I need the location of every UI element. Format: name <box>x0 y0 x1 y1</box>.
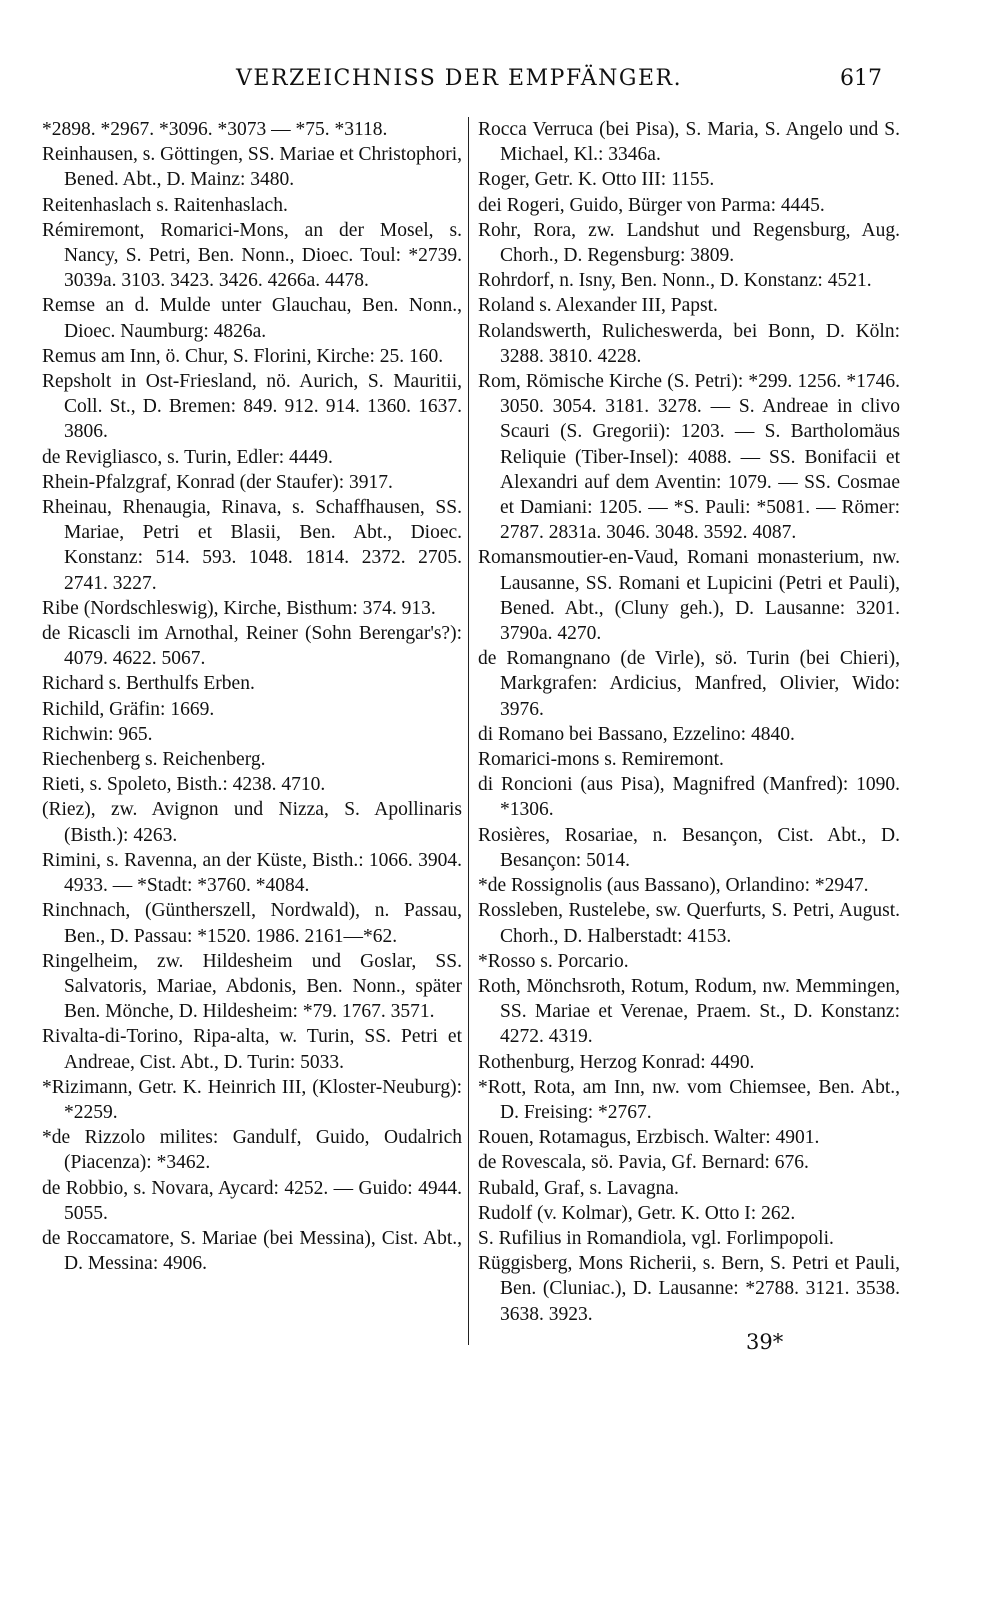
index-entry: Reitenhaslach s. Raitenhaslach. <box>42 194 288 216</box>
index-entry: Richwin: 965. <box>42 723 153 745</box>
index-entry: Rohrdorf, n. Isny, Ben. Nonn., D. Konstanz: 4521. <box>478 270 872 292</box>
index-entry: Romansmoutier-en-Vaud, Romani monasterium, nw. Lausanne, SS. Romani et Lupicini (Petri et Pauli), Bened. Abt., (Cluny geh.), D. Lausanne: 3201. 3790a. 4270. <box>478 547 900 645</box>
index-entry: Reinhausen, s. Göttingen, SS. Mariae et Christophori, Bened. Abt., D. Mainz: 3480. <box>42 144 462 191</box>
index-entry: Ribe (Nordschleswig), Kirche, Bisthum: 374. 913. <box>42 597 436 619</box>
index-entry: Remse an d. Mulde unter Glauchau, Ben. Nonn., Dioec. Naumburg: 4826a. <box>42 295 462 342</box>
index-entry: Rüggisberg, Mons Richerii, s. Bern, S. Petri et Pauli, Ben. (Cluniac.), D. Lausanne: *2788. 3121. 3538. 3638. 3923. <box>478 1253 900 1325</box>
index-entry: Remus am Inn, ö. Chur, S. Florini, Kirche: 25. 160. <box>42 345 444 367</box>
index-entry: de Robbio, s. Novara, Aycard: 4252. — Guido: 4944. 5055. <box>42 1177 462 1224</box>
index-entry: de Roccamatore, S. Mariae (bei Messina), Cist. Abt., D. Messina: 4906. <box>42 1227 462 1275</box>
index-entry: Rieti, s. Spoleto, Bisth.: 4238. 4710. <box>42 774 326 796</box>
left-column <box>42 117 462 1276</box>
index-entry: *Rott, Rota, am Inn, nw. vom Chiemsee, Ben. Abt., D. Freising: *2767. <box>478 1076 900 1123</box>
index-entry: *Rizimann, Getr. K. Heinrich III, (Kloster-Neuburg): *2259. <box>42 1076 462 1123</box>
index-entry: *Rosso s. Porcario. <box>478 950 629 972</box>
index-entry: Rothenburg, Herzog Konrad: 4490. <box>478 1051 755 1073</box>
index-entry: Rémiremont, Romarici-Mons, an der Mosel, s. Nancy, S. Petri, Ben. Nonn., Dioec. Toul: *2739. 3039a. 3103. 3423. 3426. 4266a. 4478. <box>42 219 462 292</box>
index-entry: de Romangnano (de Virle), sö. Turin (bei Chieri), Markgrafen: Ardicius, Manfred, Olivier, Wido: 3976. <box>478 648 900 720</box>
right-column <box>478 117 900 1327</box>
index-entry: de Revigliasco, s. Turin, Edler: 4449. <box>42 446 333 468</box>
index-entry: Rossleben, Rustelebe, sw. Querfurts, S. Petri, August. Chorh., D. Halberstadt: 4153. <box>478 900 900 947</box>
index-entry: Roth, Mönchsroth, Rotum, Rodum, nw. Memmingen, SS. Mariae et Verenae, Praem. St., D. Konstanz: 4272. 4319. <box>478 975 900 1048</box>
signature-mark: 39* <box>746 1330 784 1354</box>
column-divider <box>468 117 469 1345</box>
index-entry: dei Rogeri, Guido, Bürger von Parma: 4445. <box>478 194 825 216</box>
index-entry: Roger, Getr. K. Otto III: 1155. <box>478 169 715 191</box>
index-entry: Rinchnach, (Güntherszell, Nordwald), n. Passau, Ben., D. Passau: *1520. 1986. 2161—*62. <box>42 900 462 947</box>
index-entry: (Riez), zw. Avignon und Nizza, S. Apollinaris (Bisth.): 4263. <box>42 799 462 846</box>
index-entry: di Roncioni (aus Pisa), Magnifred (Manfred): 1090. *1306. <box>478 774 900 821</box>
index-entry: Rivalta-di-Torino, Ripa-alta, w. Turin, SS. Petri et Andreae, Cist. Abt., D. Turin: 5033. <box>42 1026 462 1073</box>
index-entry: Ringelheim, zw. Hildesheim und Goslar, SS. Salvatoris, Mariae, Abdonis, Ben. Nonn., später Ben. Mönche, D. Hildesheim: *79. 1767. 3571. <box>42 950 462 1023</box>
index-entry: Rudolf (v. Kolmar), Getr. K. Otto I: 262. <box>478 1202 796 1224</box>
index-entry: Richard s. Berthulfs Erben. <box>42 673 255 695</box>
index-entry: *2898. *2967. *3096. *3073 — *75. *3118. <box>42 119 388 140</box>
index-entry: S. Rufilius in Romandiola, vgl. Forlimpopoli. <box>478 1227 834 1249</box>
index-entry: Rohr, Rora, zw. Landshut und Regensburg, Aug. Chorh., D. Regensburg: 3809. <box>478 219 900 267</box>
index-entry: Roland s. Alexander III, Papst. <box>478 295 718 317</box>
index-entry: *de Rossignolis (aus Bassano), Orlandino: *2947. <box>478 875 869 897</box>
index-entry: Rhein-Pfalzgraf, Konrad (der Staufer): 3917. <box>42 471 393 493</box>
index-entry: Richild, Gräfin: 1669. <box>42 698 215 720</box>
index-entry: de Ricascli im Arnothal, Reiner (Sohn Berengar's?): 4079. 4622. 5067. <box>42 623 462 670</box>
index-entry: Rocca Verruca (bei Pisa), S. Maria, S. Angelo und S. Michael, Kl.: 3346a. <box>478 119 900 166</box>
page-number: 617 <box>840 66 882 91</box>
index-entry: Riechenberg s. Reichenberg. <box>42 749 266 771</box>
index-entry: Rimini, s. Ravenna, an der Küste, Bisth.: 1066. 3904. 4933. — *Stadt: *3760. *4084. <box>42 849 462 897</box>
index-entry: Repsholt in Ost-Friesland, nö. Aurich, S. Mauritii, Coll. St., D. Bremen: 849. 912. 914. 1360. 1637. 3806. <box>42 371 462 443</box>
index-entry: Rubald, Graf, s. Lavagna. <box>478 1177 679 1199</box>
index-entry: di Romano bei Bassano, Ezzelino: 4840. <box>478 723 795 745</box>
index-entry: Rom, Römische Kirche (S. Petri): *299. 1256. *1746. 3050. 3054. 3181. 3278. — S. Andreae in clivo Scauri (S. Gregorii): 1203. — S. Bartholomäus Reliquie (Tiber-Insel): 4088. — SS. Bonifacii et Alexandri auf dem Aventin: 1079. — SS. Cosmae et Damiani: 1205. — *S. Pauli: *5081. — Römer: 2787. 2831a. 3046. 3048. 3592. 4087. <box>478 371 900 544</box>
index-entry: Rheinau, Rhenaugia, Rinava, s. Schaffhausen, SS. Mariae, Petri et Blasii, Ben. Abt., Dioec. Konstanz: 514. 593. 1048. 1814. 2372. 2705. 2741. 3227. <box>42 497 462 594</box>
index-entry: Rosières, Rosariae, n. Besançon, Cist. Abt., D. Besançon: 5014. <box>478 824 900 871</box>
index-entry: Rouen, Rotamagus, Erzbisch. Walter: 4901. <box>478 1127 820 1149</box>
index-entry: Romarici-mons s. Remiremont. <box>478 749 724 771</box>
index-entry: *de Rizzolo milites: Gandulf, Guido, Oudalrich (Piacenza): *3462. <box>42 1127 462 1174</box>
index-entry: de Rovescala, sö. Pavia, Gf. Bernard: 676. <box>478 1152 809 1174</box>
running-head-title: VERZEICHNISS DER EMPFÄNGER. <box>236 66 683 91</box>
index-entry: Rolandswerth, Rulicheswerda, bei Bonn, D. Köln: 3288. 3810. 4228. <box>478 320 900 367</box>
